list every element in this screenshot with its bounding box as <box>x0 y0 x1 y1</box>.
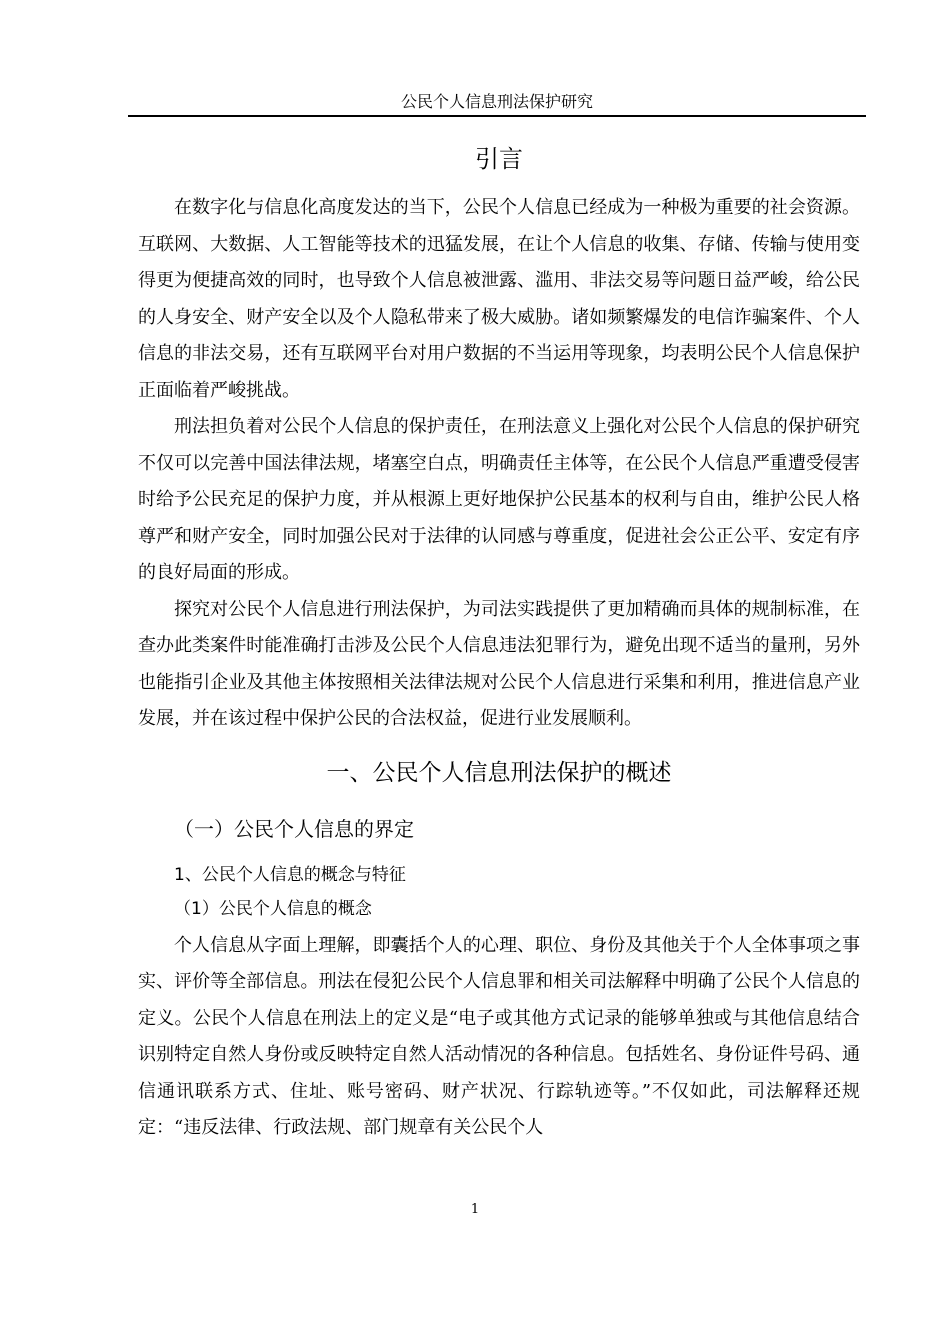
intro-title: 引言 <box>475 145 523 173</box>
chapter-1-title: 一、公民个人信息刑法保护的概述 <box>326 759 672 786</box>
document-body <box>138 130 860 1147</box>
page-header <box>128 91 866 117</box>
subsection-1-title: 1、公民个人信息的概念与特征 <box>174 864 406 885</box>
intro-paragraph-3: 探究对公民个人信息进行刑法保护，为司法实践提供了更加精确而具体的规制标准，在查办此类案件时能准确打击涉及公民个人信息违法犯罪行为，避免出现不适当的量刑，另外也能指引企业及其他主体按照相关法律法规对公民个人信息进行采集和利用，推进信息产业发展，并在该过程中保护公民的合法权益，促进行业发展顺利。 <box>138 598 860 729</box>
intro-paragraph-1: 在数字化与信息化高度发达的当下，公民个人信息已经成为一种极为重要的社会资源。互联网、大数据、人工智能等技术的迅猛发展，在让个人信息的收集、存储、传输与使用变得更为便捷高效的同时，也导致个人信息被泄露、滥用、非法交易等问题日益严峻，给公民的人身安全、财产安全以及个人隐私带来了极大威胁。诸如频繁爆发的电信诈骗案件、个人信息的非法交易，还有互联网平台对用户数据的不当运用等现象，均表明公民个人信息保护正面临着严峻挑战。 <box>138 197 860 401</box>
intro-paragraph-2: 刑法担负着对公民个人信息的保护责任，在刑法意义上强化对公民个人信息的保护研究不仅可以完善中国法律法规，堵塞空白点，明确责任主体等，在公民个人信息严重遭受侵害时给予公民充足的保护力度，并从根源上更好地保护公民基本的权利与自由，维护公民人格尊严和财产安全，同时加强公民对于法律的认同感与尊重度，促进社会公正公平、安定有序的良好局面的形成。 <box>138 416 860 583</box>
item-1-title: （1）公民个人信息的概念 <box>174 898 372 919</box>
section-1-title: （一）公民个人信息的界定 <box>174 816 414 841</box>
running-title: 公民个人信息刑法保护研究 <box>400 92 593 111</box>
page-number: 1 <box>470 1202 480 1217</box>
item-1-paragraph: 个人信息从字面上理解，即囊括个人的心理、职位、身份及其他关于个人全体事项之事实、评价等全部信息。刑法在侵犯公民个人信息罪和相关司法解释中明确了公民个人信息的定义。公民个人信息在刑法上的定义是“电子或其他方式记录的能够单独或与其他信息结合识别特定自然人身份或反映特定自然人活动情况的各种信息。包括姓名、身份证件号码、通信通讯联系方式、住址、账号密码、财产状况、行踪轨迹等。”不仅如此，司法解释还规定：“违反法律、行政法规、部门规章有关公民个人 <box>138 934 860 1138</box>
